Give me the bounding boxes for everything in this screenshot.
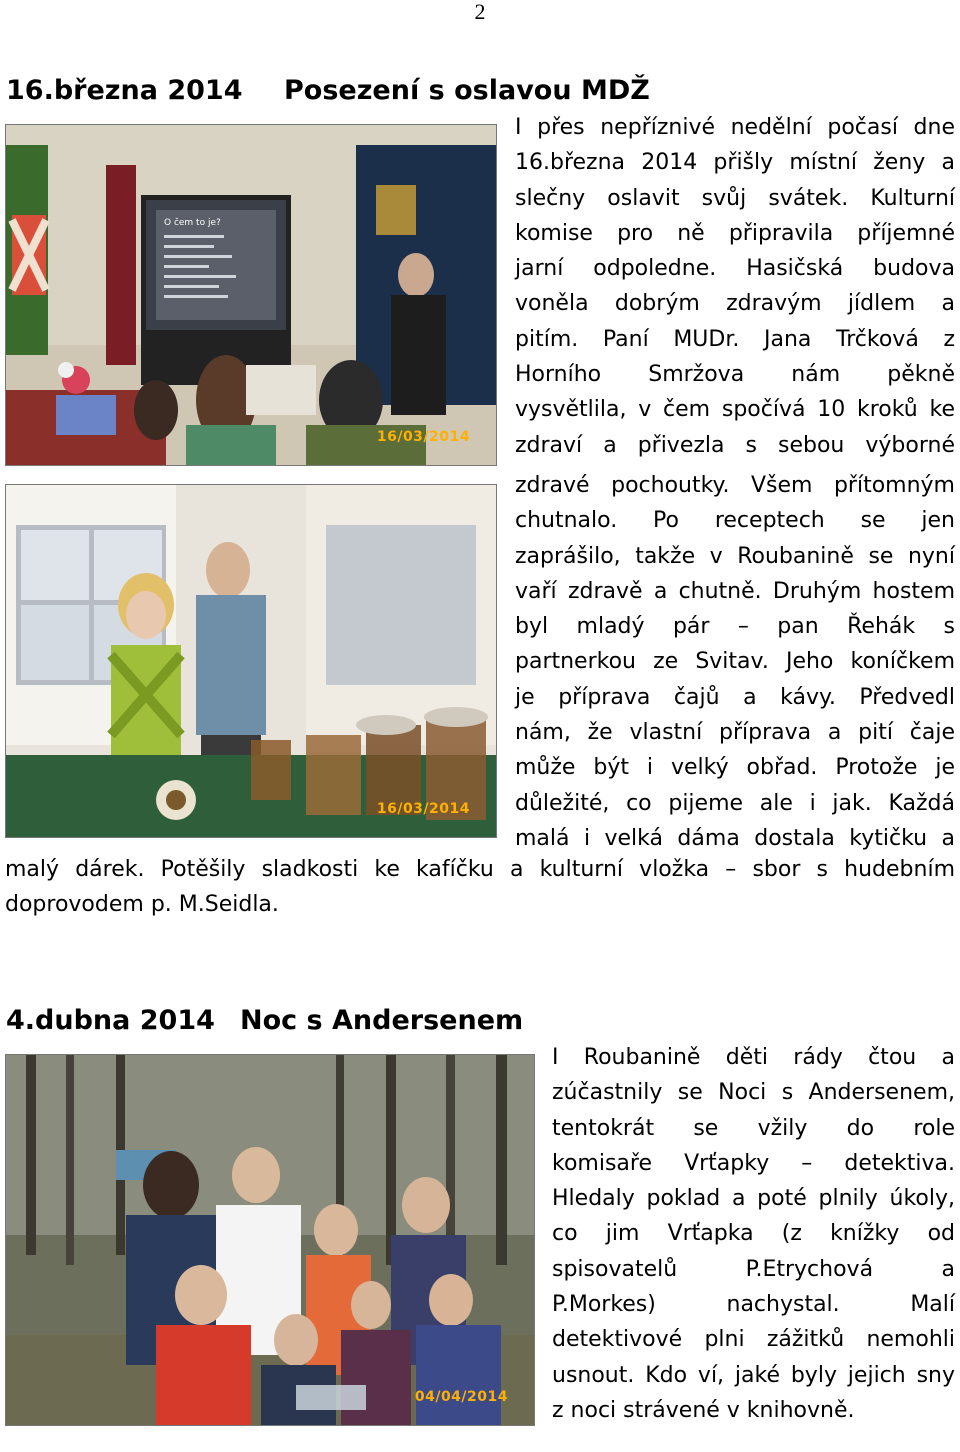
text-line: 16.března 2014 přišly místní ženy a <box>515 150 955 176</box>
photo-date-stamp: 16/03/2014 <box>376 801 470 817</box>
photo-lecture <box>5 124 497 466</box>
slide-heading: O čem to je? <box>164 218 221 228</box>
text-line: Hledaly poklad a poté plnily úkoly, <box>552 1186 955 1212</box>
section-heading-andersen <box>6 1004 523 1038</box>
text-line: komise pro ně připravila příjemné <box>515 220 955 246</box>
section-date: 4.dubna 2014 <box>6 1005 215 1036</box>
text-line: pitím. Paní MUDr. Jana Trčková z <box>515 326 955 352</box>
text-line: voněla dobrým zdravým jídlem a <box>515 291 955 317</box>
article-text-mdz-continued <box>5 852 955 923</box>
text-line: zdravé pochoutky. Všem přítomným <box>515 472 955 498</box>
text-line: slečny oslavit svůj svátek. Kulturní <box>515 185 955 211</box>
text-line: doprovodem p. M.Seidla. <box>5 892 279 918</box>
text-line: zúčastnily se Noci s Andersenem, <box>552 1080 955 1106</box>
text-line: vaří zdravě a chutně. Druhým hostem <box>515 578 955 604</box>
text-line: I Roubanině děti rády čtou a <box>552 1045 955 1070</box>
text-line: spisovatelů P.Etrychová a <box>552 1256 955 1282</box>
text-line: malá i velká dáma dostala kytičku a <box>515 825 955 851</box>
text-line: P.Morkes) nachystal. Malí <box>552 1292 955 1318</box>
text-line: nám, že vlastní příprava a pití čaje <box>515 720 955 746</box>
text-line: usnout. Kdo ví, jaké byly jejich sny <box>552 1362 955 1388</box>
section-title: Noc s Andersenem <box>240 1005 524 1036</box>
text-line: může být i velký obřad. Protože je <box>515 755 955 781</box>
text-line: jarní odpoledne. Hasičská budova <box>515 256 955 282</box>
text-line: zdraví a přivezla s sebou výborné <box>515 432 955 458</box>
text-line: byl mladý pár – pan Řehák s <box>515 614 955 640</box>
article-text-mdz <box>515 110 955 856</box>
photo-date-stamp: 16/03/2014 <box>376 429 470 445</box>
photo-children <box>5 1054 535 1426</box>
text-line: komisaře Vrťapky – detektiva. <box>552 1150 955 1176</box>
text-line: partnerkou ze Svitav. Jeho koníčkem <box>515 649 955 675</box>
text-line: vysvětlila, v čem spočívá 10 kroků ke <box>515 397 955 423</box>
text-line: detektivové plni zážitků nemohli <box>552 1327 955 1353</box>
text-line: zaprášilo, takže v Roubanině se nyní <box>515 543 955 569</box>
text-line: chutnalo. Po receptech se jen <box>515 508 955 534</box>
text-line: tentokrát se vžily do role <box>552 1115 955 1141</box>
section-heading-mdz <box>6 74 650 108</box>
text-line: malý dárek. Potěšily sladkosti ke kafíčku a kulturní vložka – sbor s hudebním <box>5 857 955 882</box>
section-title: Posezení s oslavou MDŽ <box>284 75 650 106</box>
article-text-andersen <box>552 1040 955 1428</box>
photo-date-stamp: 04/04/2014 <box>414 1389 508 1405</box>
photo-tea-couple <box>5 484 497 838</box>
text-line: co jim Vrťapka (z knížky od <box>552 1221 955 1247</box>
text-line: důležité, co pijeme ale i jak. Každá <box>515 790 955 816</box>
page-number: 2 <box>474 0 486 24</box>
text-line: je příprava čajů a kávy. Předvedl <box>515 684 955 710</box>
text-line: Horního Smržova nám pěkně <box>515 362 955 388</box>
text-line: z noci strávené v knihovně. <box>552 1397 855 1423</box>
text-line: I přes nepříznivé nedělní počasí dne <box>515 115 955 140</box>
section-date: 16.března 2014 <box>6 75 243 106</box>
